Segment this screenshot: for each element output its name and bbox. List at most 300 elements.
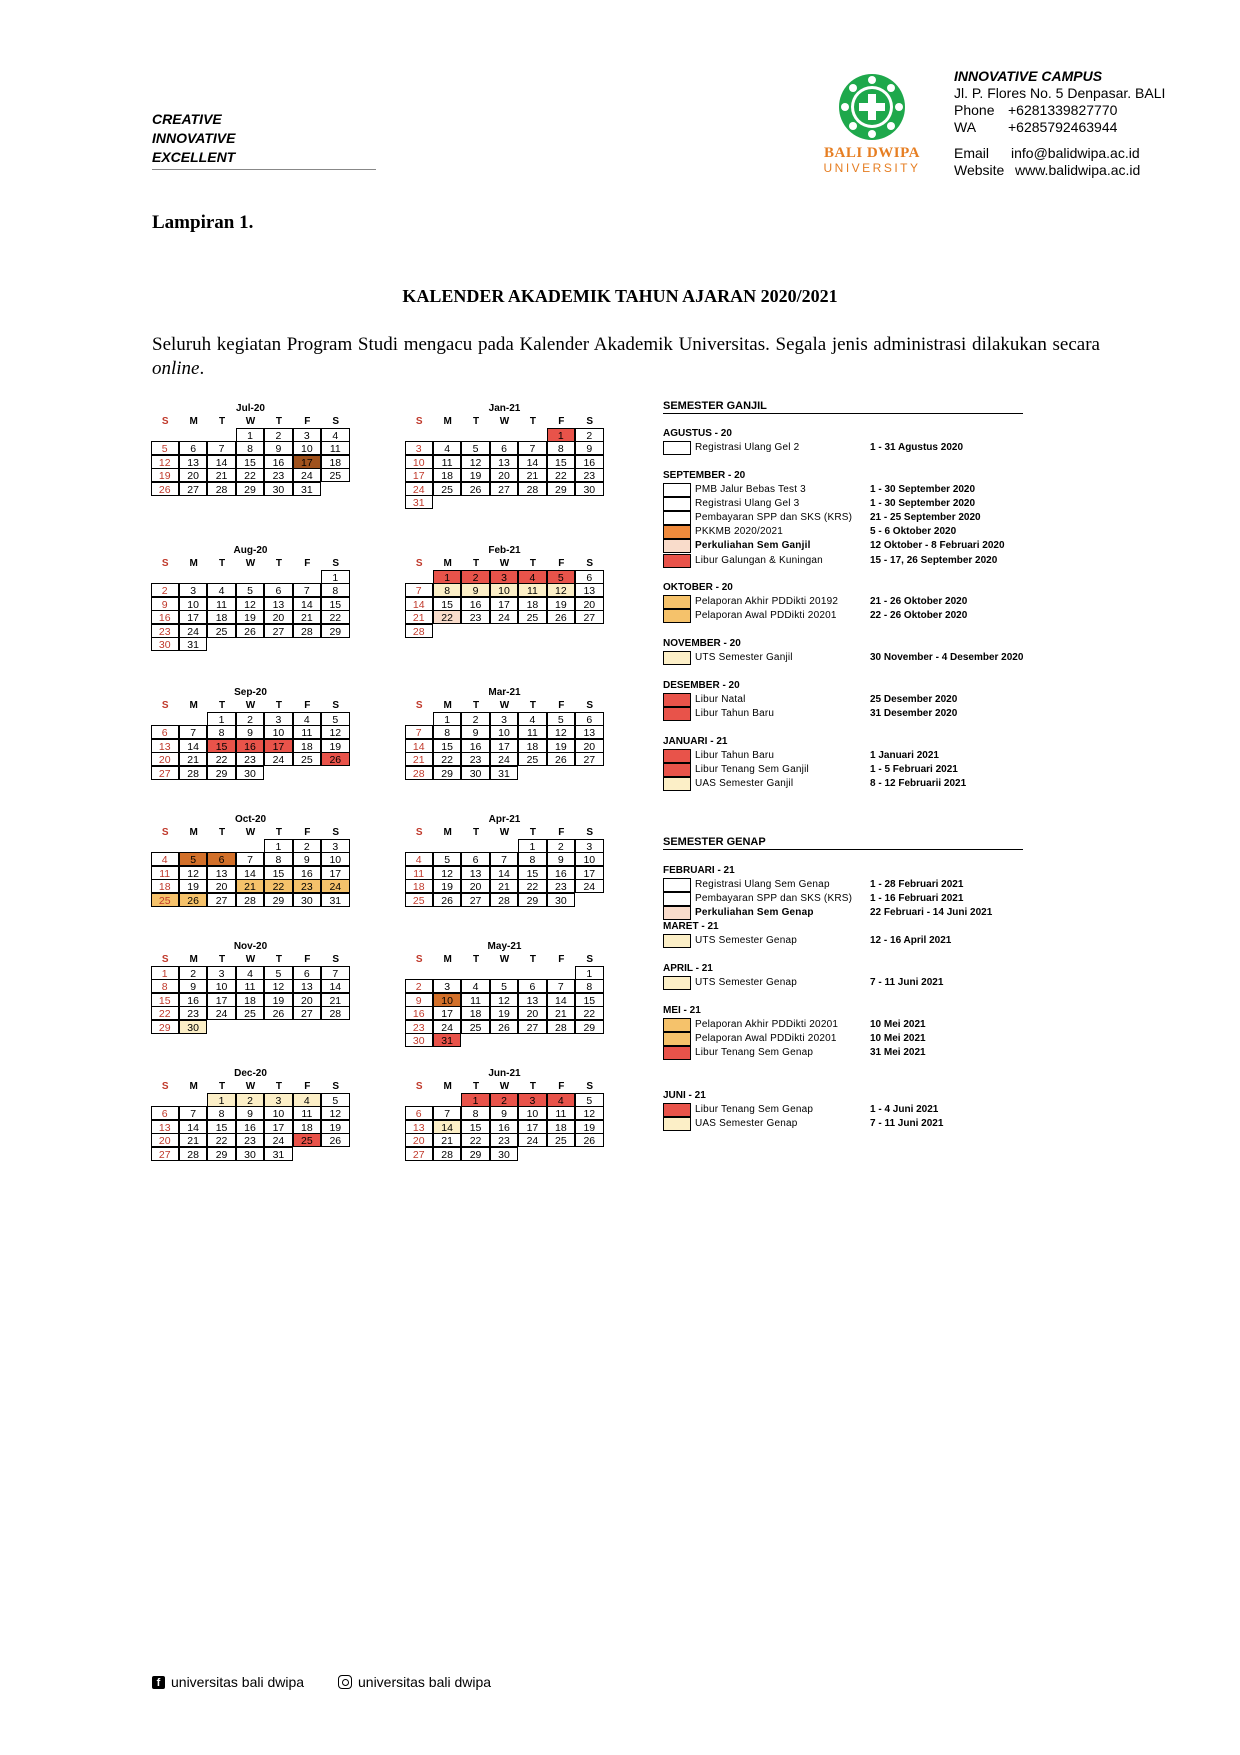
intro-text: Seluruh kegiatan Program Studi mengacu pada Kalender Akademik Universitas. Segala jenis administrasi dilakukan secara <box>152 334 1100 355</box>
legend-swatch <box>663 906 691 920</box>
day-cell: 2 <box>236 712 264 726</box>
weekday-label: S <box>161 827 169 838</box>
legend-date: 30 November - 4 Desember 2020 <box>870 652 1024 663</box>
day-cell: 23 <box>575 468 603 482</box>
day-cell: 18 <box>293 1120 321 1134</box>
day-cell: 18 <box>321 455 349 469</box>
month-title: Jun-21 <box>488 1068 521 1079</box>
day-cell: 16 <box>575 455 603 469</box>
legend-label: Registrasi Ulang Gel 3 <box>695 498 800 510</box>
day-cell: 18 <box>405 879 433 893</box>
day-cell: 5 <box>179 852 207 866</box>
month-title: Nov-20 <box>233 941 268 952</box>
day-cell: 12 <box>321 1106 349 1120</box>
day-cell: 4 <box>518 712 546 726</box>
day-cell: 8 <box>264 852 292 866</box>
day-cell: 27 <box>264 624 292 638</box>
day-cell: 25 <box>518 610 546 624</box>
legend-label: Libur Tenang Sem Genap <box>695 1047 814 1059</box>
legend-swatch <box>663 878 691 892</box>
day-cell: 1 <box>461 1093 489 1107</box>
month-title: Feb-21 <box>488 545 521 556</box>
legend-label: UTS Semester Genap <box>695 935 797 946</box>
day-cell: 6 <box>264 583 292 597</box>
day-cell: 19 <box>236 610 264 624</box>
weekday-label: T <box>473 827 480 838</box>
day-cell: 3 <box>321 839 349 853</box>
day-cell: 27 <box>518 1020 546 1034</box>
day-cell: 1 <box>433 570 461 584</box>
day-cell: 9 <box>461 583 489 597</box>
day-cell: 10 <box>490 725 518 739</box>
day-cell: 4 <box>405 852 433 866</box>
day-grid <box>405 839 604 907</box>
day-cell: 15 <box>207 1120 235 1134</box>
day-cell: 13 <box>151 1120 179 1134</box>
day-cell: 27 <box>461 893 489 907</box>
day-cell: 23 <box>490 1133 518 1147</box>
legend-month-label: DESEMBER - 20 <box>663 680 740 691</box>
day-cell: 11 <box>151 866 179 880</box>
legend-date: 31 Mei 2021 <box>870 1047 926 1059</box>
weekday-label: S <box>332 416 340 427</box>
day-cell: 17 <box>293 455 321 469</box>
motto-line: EXCELLENT <box>152 149 236 165</box>
motto-line: CREATIVE <box>152 111 222 127</box>
day-cell: 13 <box>293 979 321 993</box>
day-cell: 6 <box>405 1106 433 1120</box>
legend-label: Pelaporan Akhir PDDikti 20201 <box>695 1019 839 1030</box>
legend-month-label: FEBRUARI - 21 <box>663 865 735 876</box>
legend-swatch <box>663 1117 691 1131</box>
day-cell: 1 <box>433 712 461 726</box>
day-cell: 1 <box>575 966 603 980</box>
day-cell: 27 <box>207 893 235 907</box>
weekday-header <box>151 557 350 570</box>
month-calendar <box>405 813 604 907</box>
legend-swatch <box>663 934 691 948</box>
intro-end: . <box>199 358 205 379</box>
day-cell: 5 <box>236 583 264 597</box>
weekday-label: M <box>189 700 198 711</box>
day-cell: 25 <box>461 1020 489 1034</box>
day-cell: 22 <box>433 610 461 624</box>
day-cell: 2 <box>151 583 179 597</box>
day-cell: 16 <box>547 866 575 880</box>
day-cell: 15 <box>151 993 179 1007</box>
day-cell: 7 <box>321 966 349 980</box>
day-cell: 7 <box>179 1106 207 1120</box>
day-cell: 20 <box>264 610 292 624</box>
legend-swatch <box>663 595 691 609</box>
day-cell: 21 <box>547 1006 575 1020</box>
weekday-label: W <box>499 416 510 427</box>
day-cell: 24 <box>490 752 518 766</box>
legend-swatch <box>663 1018 691 1032</box>
day-cell: 10 <box>433 993 461 1007</box>
day-cell: 19 <box>321 1120 349 1134</box>
day-cell: 4 <box>151 852 179 866</box>
email-value: info@balidwipa.ac.id <box>1011 145 1140 161</box>
logo-emblem-icon <box>818 68 926 146</box>
day-cell: 17 <box>207 993 235 1007</box>
day-cell: 10 <box>293 441 321 455</box>
day-cell: 12 <box>490 993 518 1007</box>
weekday-label: S <box>332 558 340 569</box>
weekday-label: T <box>529 700 536 711</box>
day-cell: 7 <box>293 583 321 597</box>
legend-date: 22 Februari - 14 Juni 2021 <box>870 907 993 919</box>
day-cell: 20 <box>293 993 321 1007</box>
day-cell: 14 <box>490 866 518 880</box>
day-cell: 1 <box>547 428 575 442</box>
weekday-label: M <box>189 827 198 838</box>
day-cell: 20 <box>405 1133 433 1147</box>
day-cell: 29 <box>264 893 292 907</box>
weekday-label: S <box>586 700 594 711</box>
weekday-label: M <box>443 416 452 427</box>
day-grid <box>151 570 350 651</box>
day-cell: 19 <box>547 597 575 611</box>
weekday-label: S <box>161 1081 169 1092</box>
legend-label: Libur Tahun Baru <box>695 750 775 761</box>
legend-date: 21 - 25 September 2020 <box>870 512 981 524</box>
day-cell: 4 <box>433 441 461 455</box>
day-cell: 6 <box>518 979 546 993</box>
day-cell: 10 <box>405 455 433 469</box>
day-cell: 8 <box>547 441 575 455</box>
day-cell: 14 <box>405 739 433 753</box>
weekday-label: M <box>189 954 198 965</box>
weekday-header <box>151 699 350 712</box>
legend-label: UTS Semester Ganjil <box>695 652 793 663</box>
day-cell: 14 <box>207 455 235 469</box>
day-cell: 25 <box>236 1006 264 1020</box>
weekday-label: T <box>529 827 536 838</box>
weekday-label: S <box>415 416 423 427</box>
weekday-label: T <box>473 954 480 965</box>
day-cell: 23 <box>236 752 264 766</box>
day-cell: 13 <box>490 455 518 469</box>
day-cell: 21 <box>179 1133 207 1147</box>
day-cell: 2 <box>293 839 321 853</box>
day-cell: 12 <box>264 979 292 993</box>
weekday-header <box>151 953 350 966</box>
day-cell: 20 <box>179 468 207 482</box>
day-cell: 24 <box>575 879 603 893</box>
day-cell: 29 <box>433 766 461 780</box>
day-grid <box>405 428 604 509</box>
weekday-label: T <box>275 954 282 965</box>
day-cell: 31 <box>433 1033 461 1047</box>
day-cell: 19 <box>179 879 207 893</box>
weekday-label: W <box>499 954 510 965</box>
legend-label: Pembayaran SPP dan SKS (KRS) <box>695 512 853 524</box>
day-cell: 28 <box>518 482 546 496</box>
weekday-header <box>151 1080 350 1093</box>
day-cell: 29 <box>518 893 546 907</box>
day-cell: 16 <box>293 866 321 880</box>
day-cell: 14 <box>518 455 546 469</box>
day-cell: 2 <box>461 570 489 584</box>
day-cell: 6 <box>207 852 235 866</box>
weekday-header <box>151 415 350 428</box>
day-cell: 19 <box>490 1006 518 1020</box>
day-cell: 7 <box>236 852 264 866</box>
weekday-label: T <box>529 416 536 427</box>
day-cell: 20 <box>151 1133 179 1147</box>
day-cell: 26 <box>575 1133 603 1147</box>
weekday-label: S <box>332 1081 340 1092</box>
day-cell: 11 <box>518 583 546 597</box>
day-cell: 19 <box>547 739 575 753</box>
day-cell: 8 <box>575 979 603 993</box>
day-cell: 22 <box>264 879 292 893</box>
contact-email-row <box>954 145 1165 162</box>
day-cell: 7 <box>207 441 235 455</box>
month-calendar <box>151 813 350 907</box>
website-label: Website <box>954 162 1005 178</box>
day-cell: 23 <box>461 610 489 624</box>
weekday-label: S <box>415 954 423 965</box>
instagram-icon <box>338 1675 352 1689</box>
day-cell: 4 <box>236 966 264 980</box>
day-cell: 29 <box>207 1147 235 1161</box>
legend-swatch <box>663 1046 691 1060</box>
contact-title: INNOVATIVE CAMPUS <box>954 68 1103 84</box>
weekday-label: T <box>219 700 226 711</box>
day-cell: 28 <box>293 624 321 638</box>
legend-label: Registrasi Ulang Sem Genap <box>695 879 830 890</box>
weekday-label: W <box>245 700 256 711</box>
day-cell: 30 <box>236 1147 264 1161</box>
day-cell: 9 <box>461 725 489 739</box>
legend-label: Libur Tenang Sem Ganjil <box>695 764 809 776</box>
day-cell: 23 <box>461 752 489 766</box>
day-cell: 30 <box>575 482 603 496</box>
day-cell: 17 <box>264 1120 292 1134</box>
month-title: Aug-20 <box>233 545 268 556</box>
day-cell: 22 <box>518 879 546 893</box>
day-cell: 19 <box>461 468 489 482</box>
day-cell: 6 <box>293 966 321 980</box>
day-cell: 7 <box>179 725 207 739</box>
legend-date: 1 - 4 Juni 2021 <box>870 1104 939 1115</box>
day-cell: 3 <box>433 979 461 993</box>
day-cell: 26 <box>547 752 575 766</box>
weekday-label: F <box>558 700 565 711</box>
day-cell: 3 <box>490 712 518 726</box>
day-cell: 27 <box>151 1147 179 1161</box>
day-cell: 28 <box>321 1006 349 1020</box>
legend-label: Registrasi Ulang Gel 2 <box>695 442 800 453</box>
legend-date: 1 - 28 Februari 2021 <box>870 879 964 890</box>
email-label: Email <box>954 145 990 161</box>
day-cell: 30 <box>264 482 292 496</box>
day-cell: 24 <box>518 1133 546 1147</box>
day-cell: 9 <box>264 441 292 455</box>
day-cell: 13 <box>207 866 235 880</box>
legend-label: Pelaporan Awal PDDikti 20201 <box>695 1033 837 1045</box>
weekday-label: T <box>473 1081 480 1092</box>
semester-heading: SEMESTER GANJIL <box>663 400 1023 414</box>
day-grid <box>405 966 604 1047</box>
contact-website-row <box>954 162 1165 179</box>
day-cell: 8 <box>236 441 264 455</box>
day-cell: 13 <box>151 739 179 753</box>
day-cell: 14 <box>236 866 264 880</box>
weekday-label: T <box>275 1081 282 1092</box>
day-cell: 4 <box>321 428 349 442</box>
day-cell: 19 <box>575 1120 603 1134</box>
day-cell: 29 <box>236 482 264 496</box>
day-cell: 26 <box>321 752 349 766</box>
day-cell: 16 <box>179 993 207 1007</box>
month-calendar <box>405 1067 604 1161</box>
day-cell: 27 <box>179 482 207 496</box>
day-cell: 24 <box>490 610 518 624</box>
day-cell: 14 <box>321 979 349 993</box>
day-cell: 17 <box>433 1006 461 1020</box>
legend-month-label: OKTOBER - 20 <box>663 582 733 593</box>
weekday-label: W <box>245 1081 256 1092</box>
day-cell: 5 <box>575 1093 603 1107</box>
legend-swatch <box>663 554 691 568</box>
day-cell: 12 <box>461 455 489 469</box>
legend-date: 12 Oktober - 8 Februari 2020 <box>870 540 1005 552</box>
legend-swatch <box>663 707 691 721</box>
weekday-header <box>405 415 604 428</box>
day-cell: 10 <box>575 852 603 866</box>
legend-swatch <box>663 525 691 539</box>
day-cell: 3 <box>207 966 235 980</box>
day-cell: 20 <box>575 739 603 753</box>
weekday-label: S <box>161 700 169 711</box>
day-cell: 26 <box>179 893 207 907</box>
day-grid <box>151 428 350 496</box>
day-cell: 15 <box>321 597 349 611</box>
day-cell: 3 <box>264 712 292 726</box>
legend-month-label: APRIL - 21 <box>663 963 713 974</box>
day-cell: 24 <box>207 1006 235 1020</box>
day-cell: 17 <box>179 610 207 624</box>
day-cell: 13 <box>405 1120 433 1134</box>
legend-date: 1 Januari 2021 <box>870 750 939 761</box>
day-cell: 25 <box>293 1133 321 1147</box>
day-cell: 25 <box>547 1133 575 1147</box>
day-cell: 11 <box>405 866 433 880</box>
day-cell: 21 <box>321 993 349 1007</box>
weekday-label: M <box>443 827 452 838</box>
day-cell: 10 <box>518 1106 546 1120</box>
day-grid <box>405 1093 604 1161</box>
day-cell: 1 <box>207 1093 235 1107</box>
weekday-label: W <box>499 558 510 569</box>
weekday-label: M <box>189 416 198 427</box>
legend-swatch <box>663 763 691 777</box>
day-cell: 5 <box>461 441 489 455</box>
day-cell: 28 <box>405 624 433 638</box>
facebook-icon: f <box>152 1676 165 1689</box>
day-cell: 26 <box>433 893 461 907</box>
weekday-label: T <box>275 700 282 711</box>
day-cell: 16 <box>264 455 292 469</box>
legend-date: 31 Desember 2020 <box>870 708 958 720</box>
day-cell: 1 <box>321 570 349 584</box>
day-cell: 23 <box>151 624 179 638</box>
month-calendar <box>151 1067 350 1161</box>
day-cell: 31 <box>179 637 207 651</box>
day-cell: 21 <box>433 1133 461 1147</box>
day-cell: 12 <box>433 866 461 880</box>
legend-label: Pembayaran SPP dan SKS (KRS) <box>695 893 853 905</box>
legend-date: 12 - 16 April 2021 <box>870 935 952 946</box>
day-cell: 12 <box>547 725 575 739</box>
contact-wa-row <box>954 119 1165 136</box>
day-cell: 24 <box>405 482 433 496</box>
day-cell: 17 <box>490 739 518 753</box>
day-cell: 23 <box>293 879 321 893</box>
day-cell: 4 <box>547 1093 575 1107</box>
day-cell: 13 <box>518 993 546 1007</box>
day-cell: 3 <box>405 441 433 455</box>
day-cell: 16 <box>236 1120 264 1134</box>
legend-label: Libur Natal <box>695 694 746 705</box>
day-cell: 16 <box>461 597 489 611</box>
day-cell: 29 <box>207 766 235 780</box>
day-cell: 4 <box>518 570 546 584</box>
weekday-label: S <box>586 558 594 569</box>
day-cell: 9 <box>405 993 433 1007</box>
day-cell: 22 <box>236 468 264 482</box>
day-cell: 8 <box>151 979 179 993</box>
day-cell: 7 <box>490 852 518 866</box>
day-cell: 11 <box>236 979 264 993</box>
day-cell: 7 <box>405 583 433 597</box>
day-cell: 17 <box>264 739 292 753</box>
facebook-handle: universitas bali dwipa <box>171 1674 305 1690</box>
day-cell: 14 <box>433 1120 461 1134</box>
legend-month-label: AGUSTUS - 20 <box>663 428 732 439</box>
day-cell: 15 <box>575 993 603 1007</box>
day-cell: 12 <box>236 597 264 611</box>
attachment-label: Lampiran 1. <box>152 212 254 233</box>
contact-phone-row <box>954 102 1165 119</box>
day-cell: 11 <box>547 1106 575 1120</box>
day-cell: 28 <box>433 1147 461 1161</box>
day-cell: 30 <box>405 1033 433 1047</box>
day-cell: 18 <box>207 610 235 624</box>
day-cell: 11 <box>293 1106 321 1120</box>
weekday-label: T <box>275 416 282 427</box>
day-cell: 25 <box>518 752 546 766</box>
day-cell: 4 <box>461 979 489 993</box>
legend-swatch <box>663 976 691 990</box>
legend-label: Pelaporan Awal PDDikti 20201 <box>695 610 837 622</box>
weekday-header <box>405 1080 604 1093</box>
day-cell: 28 <box>179 1147 207 1161</box>
legend-date: 10 Mei 2021 <box>870 1033 926 1045</box>
day-cell: 15 <box>236 455 264 469</box>
day-cell: 17 <box>575 866 603 880</box>
day-cell: 26 <box>264 1006 292 1020</box>
legend-label: PMB Jalur Bebas Test 3 <box>695 484 806 495</box>
month-calendar <box>405 544 604 638</box>
day-cell: 22 <box>547 468 575 482</box>
day-cell: 17 <box>405 468 433 482</box>
day-cell: 8 <box>518 852 546 866</box>
day-cell: 24 <box>321 879 349 893</box>
